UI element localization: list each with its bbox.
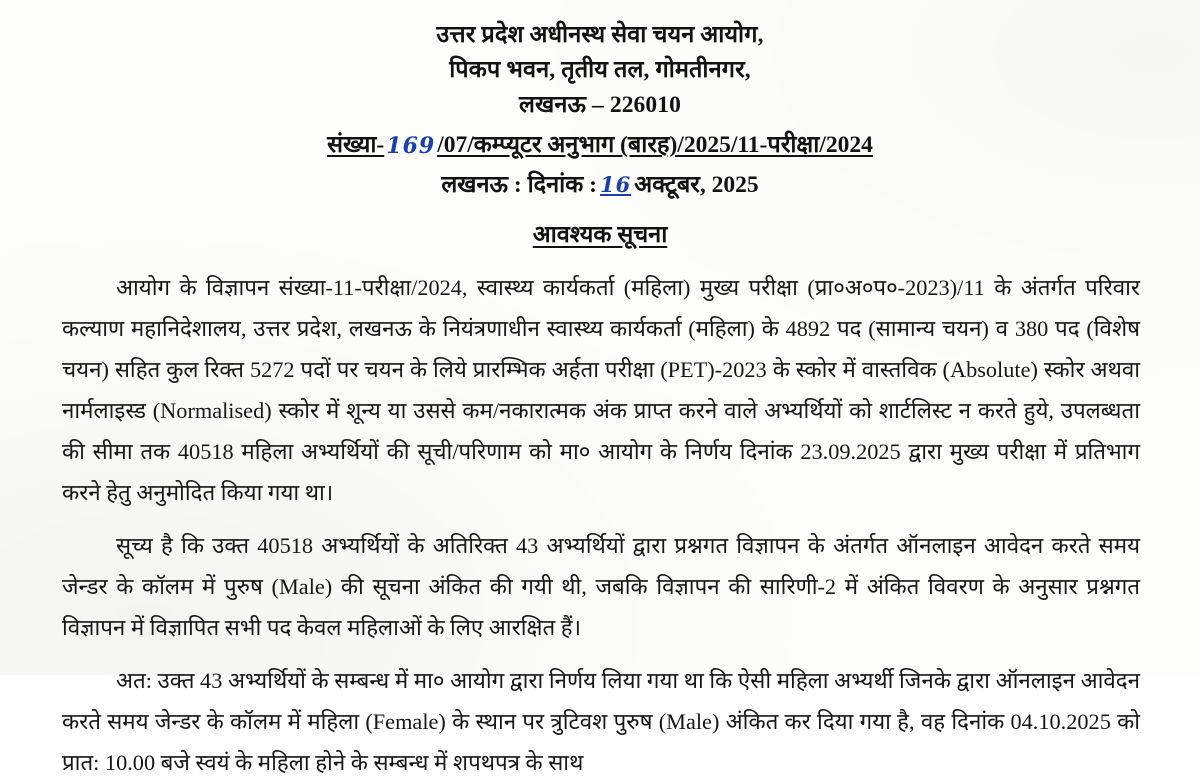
header-line-1: उत्तर प्रदेश अधीनस्थ सेवा चयन आयोग, [436,22,764,48]
document-body [62,267,1140,783]
reference-number-handwritten: 169 [386,133,436,159]
reference-number-suffix: /07/कम्प्यूटर अनुभाग (बारह)/2025/11-परीक्षा/2024 [437,132,873,158]
document-subject: आवश्यक सूचना [532,222,668,248]
date-handwritten: 16 [600,172,632,197]
paragraph: अत: उक्त 43 अभ्यर्थियों के सम्बन्ध में मा० आयोग द्वारा निर्णय लिया गया था कि ऐसी महिला अभ्यर्थी जिनके द्वारा ऑनलाइन आवेदन करते समय जेन्डर के कॉलम में महिला (Female) के स्थान पर त्रुटिवश पुरुष (Male) अंकित कर दिया गया है, वह दिनांक 04.10.2025 को प्रात: 10.00 बजे स्वयं के महिला होने के सम्बन्ध में शपथपत्र के साथ [62,668,1140,775]
reference-number-prefix: संख्या- [327,132,385,158]
place-date-line [0,167,1200,203]
reference-number-line [0,127,1200,163]
date-suffix: अक्टूबर, 2025 [634,172,759,198]
header-line-2: पिकप भवन, तृतीय तल, गोमतीनगर, [449,57,751,83]
document-header [0,0,1200,249]
paragraph: सूच्य है कि उक्त 40518 अभ्यर्थियों के अतिरिक्त 43 अभ्यर्थियों द्वारा प्रश्नगत विज्ञापन के अंतर्गत ऑनलाइन आवेदन करते समय जेन्डर के कॉलम में पुरुष (Male) की सूचना अंकित की गयी थी, जबकि विज्ञापन की सारिणी-2 में अंकित विवरण के अनुसार प्रश्नगत विज्ञापन में विज्ञापित सभी पद केवल महिलाओं के लिए आरक्षित हैं। [62,533,1140,640]
paragraph: आयोग के विज्ञापन संख्या-11-परीक्षा/2024, स्वास्थ्य कार्यकर्ता (महिला) मुख्य परीक्षा (प्रा०अ०प०-2023)/11 के अंतर्गत परिवार कल्याण महानिदेशालय, उत्तर प्रदेश, लखनऊ के नियंत्रणाधीन स्वास्थ्य कार्यकर्ता (महिला) के 4892 पद (सामान्य चयन) व 380 पद (विशेष चयन) सहित कुल रिक्त 5272 पदों पर चयन के लिये प्रारम्भिक अर्हता परीक्षा (PET)-2023 के स्कोर में वास्तविक (Absolute) स्कोर अथवा नार्मलाइस्ड (Normalised) स्कोर में शून्य या उससे कम/नकारात्मक अंक प्राप्त करने वाले अभ्यर्थियों को शार्टलिस्ट न करते हुये, उपलब्धता की सीमा तक 40518 महिला अभ्यर्थियों की सूची/परिणाम को मा० आयोग के निर्णय दिनांक 23.09.2025 द्वारा मुख्य परीक्षा में प्रतिभाग करने हेतु अनुमोदित किया गया था। [62,275,1140,505]
header-line-3: लखनऊ – 226010 [519,92,681,118]
place-date-prefix: लखनऊ : दिनांक : [441,172,598,198]
